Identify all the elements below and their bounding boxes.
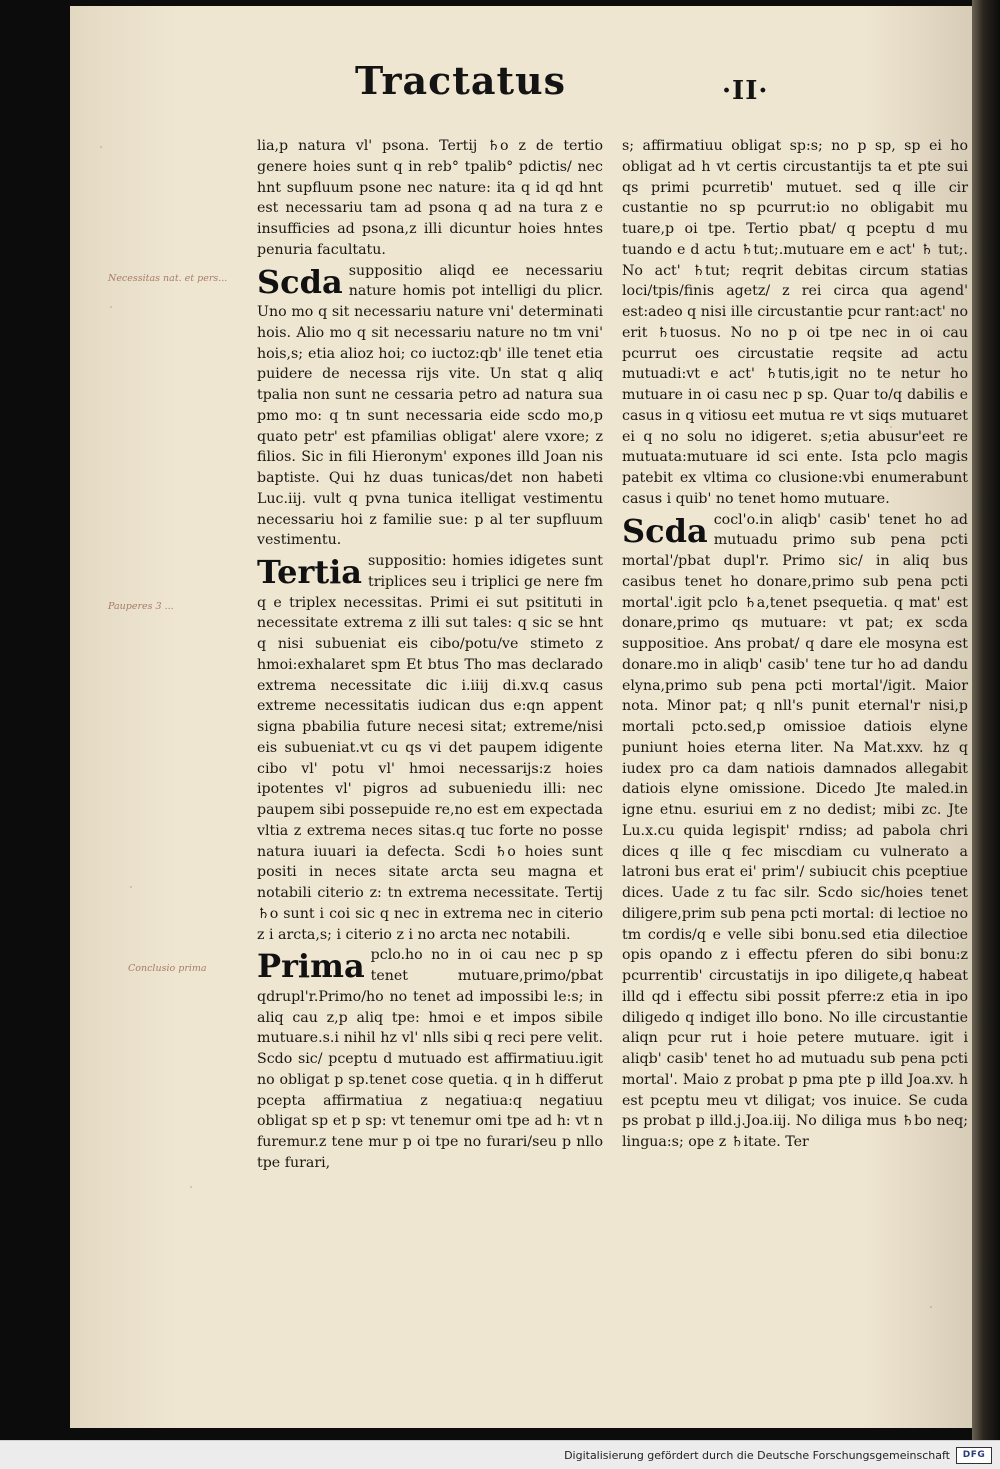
decorated-initial: Prima [257, 947, 365, 986]
decorated-initial: Tertia [257, 553, 363, 591]
paragraph-text: lia,p natura vl' psona. Tertij ♄o z de tertio genere hoies sunt q in reb° tpalib° pdictis/ nec hnt supfluum psone nec nature: ita q id qd hnt est necessariu tam ad psona q ad na tura z e insufficies ad psona,z illi dicuntur hoies hntes penuria facultatu. [257, 138, 603, 258]
page-edge-shadow [972, 0, 1000, 1440]
decorated-initial: Scda [622, 511, 708, 550]
text-column-right [622, 136, 968, 1153]
text-column-left [257, 136, 603, 1174]
paragraph-text: pclo.ho no in oi cau nec p sp tenet mutuare,primo/pbat qdrupl'r.Primo/ho no tenet ad impossibi le:s; in aliq cau z,p aliq tpe: hmoi e et impos sibile mutuare.s.i nihil hz vl' nlls sibi q reci pere velit. Scdo sic/ pceptu d mutuado est affirmatiuu.igit no obligat p sp.tenet cose quetia. q in h differut pcepta affirmatiua z negatiua:q negatiuu obligat sp et p sp: vt tenemur omi tpe ad h: vt n furemur.z tene mur p oi tpe no furari/seu p nllo tpe furari, [257, 947, 603, 1171]
decorated-initial: Scda [257, 262, 343, 301]
marginal-note: Conclusio prima [128, 963, 207, 974]
paragraph [257, 136, 603, 261]
marginal-note: Pauperes 3 ... [108, 601, 174, 612]
paragraph [257, 261, 603, 552]
paragraph-text: s; affirmatiuu obligat sp:s; no p sp, sp ei ho obligat ad h vt certis circustantijs ta et pte sui qs primi pcurretib' mutuet. sed q ille cir custantie no sp pcurrut:io no obligabit mu tuare,p oi tpe. Tertio pbat/ q pceptu d mu tuando e d actu ♄tut;.mutuare em e act' ♄ tut;. No act' ♄tut; reqrit debitas circum statias loci/tpis/finis agetz/ z rei circa qua agend' est:adeo q nisi ille circustantie pcur rant:act' no erit ♄tuosus. No no p oi tpe nec in oi cau pcurrut oes circustatie reqsite ad actu mutuadi:vt e act' ♄tutis,igit no te netur ho mutuare in oi casu nec p sp. Quar to/q dabilis e casus in q vitiosu eet mutua re vt siqs mutuaret ei q no solu no idigeret. s;etia abusur'eet re mutuata:mutuare id sci ente. Ista pclo magis patebit ex vltima co clusione:vbi enumerabunt casus i quib' no tenet homo mutuare. [622, 138, 968, 507]
paragraph [257, 945, 603, 1173]
paragraph [622, 510, 968, 1153]
running-title: Tractatus [355, 58, 567, 103]
viewer-footer-bar [0, 1440, 1000, 1469]
paragraph-text: cocl'o.in aliqb' casib' tenet ho ad mutuadu primo sub pena pcti mortal'/pbat dupl'r. Primo sic/ in aliq bus casibus tenet ho donare,primo sub pena pcti mortal'.igit pclo ♄a,tenet psequetia. q mat' est donare,primo qs mutuare: vt pat; ex scda suppositioe. Ans probat/ q dare ele mosyna est donare.mo in aliqb' casib' tene tur ho ad dandu elyna,primo sub pena pcti mortal'/igit. Maior nota. Minor pat; q nll's punit eternal'r nisi,p mortali pcto.sed,p omissioe datiois elyne puniunt hoies eterna liter. Na Mat.xxv. hz q iudex pro ca dam natiois damnados allegabit datiois elyne omissione. Dicedo Jte maled.in igne etnu. esuriui em z no dedist; mibi zc. Jte Lu.x.cu quida legispit' rndiss; ad pabola chri dices q ille q fec miscdiam cu vulnerato a latroni bus erat ei' prim'/ subiucit chis pceptiue dices. Uade z tu fac silr. Scdo sic/hoies tenet diligere,prim sub pena pcti mortal: di lectioe no tm cordis/q e velle sibi bonu.sed etia dilectioe opis opando z i effectu pferen do sibi bonu:z pcurrentib' circustatijs in ipo diligete,q habeat illd qd i effectu sibi possit pferre:z etia in ipo diligedo q indiget illo bono. No ille circustantie aliqn pcur rut i hoie petere mutuare. igit i aliqb' casib' tenet ho ad mutuadu sub pena pcti mortal'. Maio z probat p pma pte p illd Joa.xv. h est pceptu meu vt diligat; vos inuice. Se cuda ps probat p illd.j.Joa.iij. No diliga mus ♄bo neq; lingua:s; ope z ♄itate. Ter [622, 511, 968, 1150]
dfg-logo[interactable]: DFG [956, 1447, 992, 1464]
funding-credit: Digitalisierung gefördert durch die Deutsche Forschungsgemeinschaft [564, 1449, 950, 1462]
paragraph [622, 136, 968, 510]
paragraph-text: suppositio aliqd ee necessariu nature homis pot intelligi du plicr. Uno mo q sit necessariu nature vni' determinati hois. Alio mo q sit necessariu nature no tm vni' hois,s; etia alioz hoi; co iuctoz:qb' ille tenet etia puidere de necessa rijs vite. Un stat q aliq tpalia non sunt ne cessaria petro ad natura sua pmo mo: q tn sunt necessaria eide scdo mo,p quato petr' est pfamilias obligat' alere vxore; z filios. Sic in fili Hieronym' expones illd Joan nis baptiste. Qui hz duas tunicas/det non habeti Luc.iij. vult q pvna tunica itelligat vestimentu necessariu hoi z familie sue: p al ter supfluum vestimentu. [257, 262, 603, 549]
paragraph-text: suppositio: homies idigetes sunt triplices seu i triplici ge nere fm q e triplex necessitas. Primi ei sut psitituti in necessitate extrema z illi sut tales: q sic se hnt q nisi subueniat eis cibo/potu/ve stimeto z hmoi:exhalaret spm Et btus Tho mas declarado extrema necessitate dic i.iiij di.xv.q casus extreme necessitatis iudican dus e:qn appent signa pbabilia future necesi sitat; extreme/nisi eis subueniat.vt cu qs vi det paupem idigente cibo vl' potu vl' hmoi necessarijs:z hoies ipotentes vl' pigros ad subueniedu illi: nec paupem sibi possepuide re,no est em expectada vltia z extrema neces sitas.q tuc forte no posse natura iuuari ia defecta. Scdi ♄o hoies sunt positi in neces sitate arcta seu magna et notabili citerio z: tn extrema necessitate. Tertij ♄o sunt i coi sic q nec in extrema nec in citerio z i arcta,s; i citerio z i no arcta nec notabili. [257, 553, 603, 943]
marginal-note: Necessitas nat. et pers... [108, 273, 228, 284]
folio-number: ·II· [722, 76, 769, 106]
paragraph [257, 551, 603, 945]
